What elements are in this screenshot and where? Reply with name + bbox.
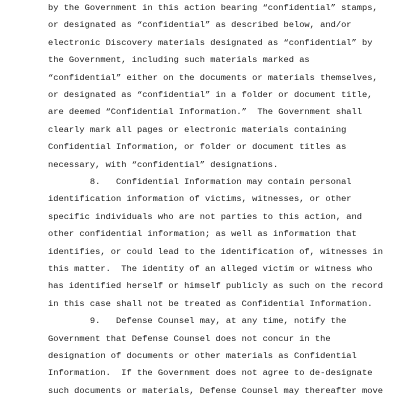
text-line: such documents or materials, Defense Counsel may thereafter move xyxy=(48,385,383,396)
text-line: the Government, including such materials marked as xyxy=(48,55,310,66)
text-line: Government that Defense Counsel does not concur in the xyxy=(48,333,331,344)
text-line: or designated as “confidential” as described below, and/or xyxy=(48,20,352,31)
text-line: other confidential information; as well as information that xyxy=(48,229,357,240)
text-line: designation of documents or other materials as Confidential xyxy=(48,351,357,361)
text-line: necessary, with “confidential” designations. xyxy=(48,159,279,170)
text-line: identifies, or could lead to the identification of, witnesses in xyxy=(48,246,383,257)
text-line: electronic Discovery materials designated as “confidential” by xyxy=(48,37,373,48)
text-line: by the Government in this action bearing “confidential” stamps, xyxy=(48,3,378,13)
text-line: Confidential Information, or folder or document titles as xyxy=(48,142,347,153)
text-line: clearly mark all pages or electronic materials containing xyxy=(48,124,347,135)
text-line: identification information of victims, witnesses, or other xyxy=(48,194,352,205)
text-line: has identified herself or himself publicly as such on the record xyxy=(48,281,383,292)
text-line: 8. Confidential Information may contain personal xyxy=(48,177,352,187)
text-line: or designated as “confidential” in a folder or document title, xyxy=(48,90,373,100)
text-line: are deemed “Confidential Information.” The Government shall xyxy=(48,107,363,118)
text-line: specific individuals who are not parties to this action, and xyxy=(48,211,363,222)
text-line: this matter. The identity of an alleged victim or witness who xyxy=(48,264,373,274)
text-line: “confidential” either on the documents or materials themselves, xyxy=(48,72,378,83)
text-line: Information. If the Government does not agree to de-designate xyxy=(48,368,373,379)
text-line: 9. Defense Counsel may, at any time, notify the xyxy=(48,316,347,327)
text-line: in this case shall not be treated as Confidential Information. xyxy=(48,298,373,309)
